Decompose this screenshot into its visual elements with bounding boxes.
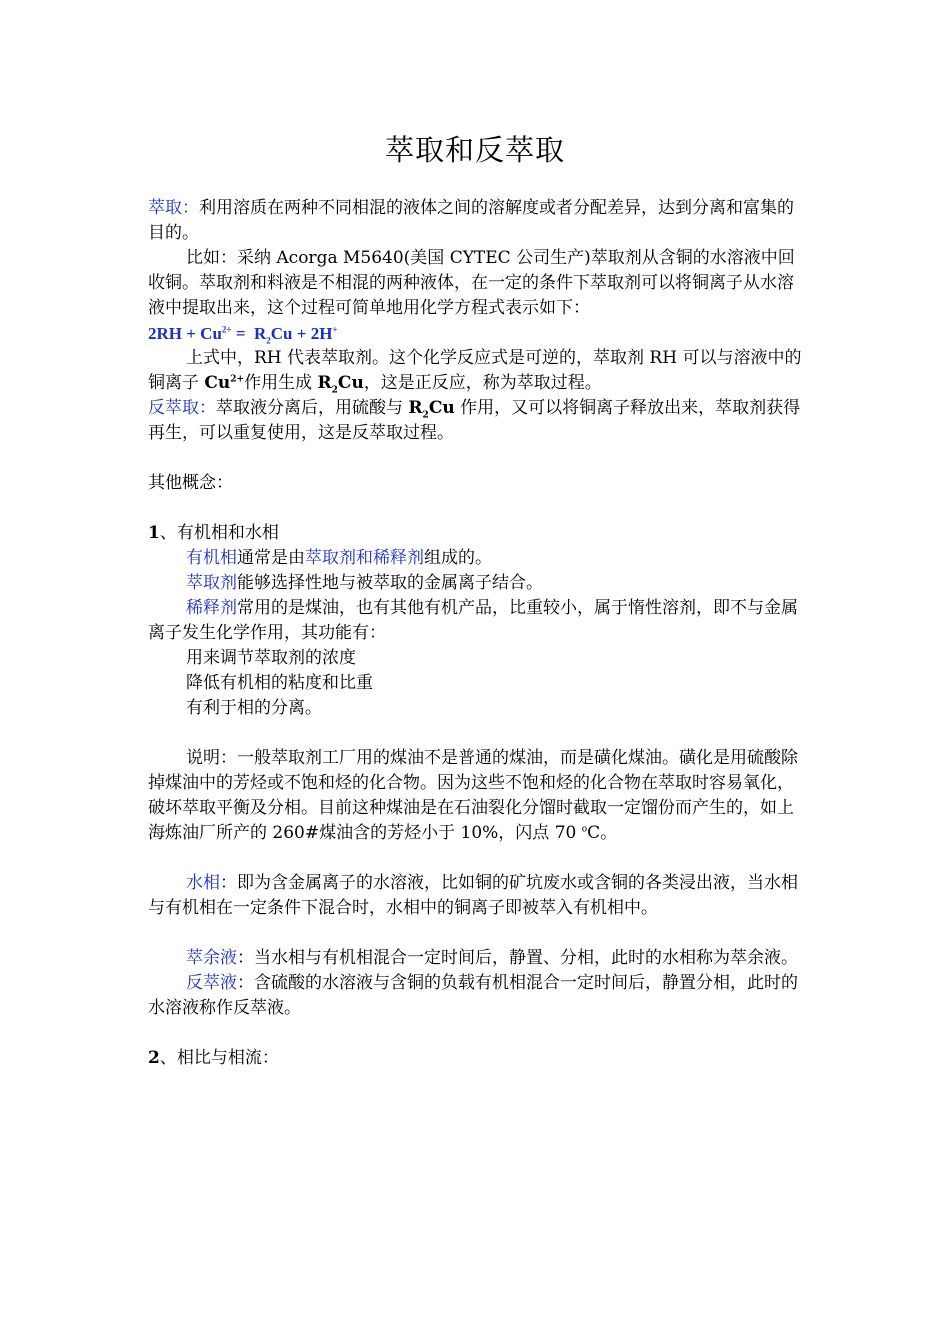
term-extraction: 萃取： [148, 198, 199, 218]
section-2-title: 、相比与相流： [159, 1048, 279, 1068]
p4-r: R [408, 398, 423, 418]
note-text-1: 说明：一般萃取剂工厂用的煤油不是普通的煤油，而是磺化煤油。磺化是用硫酸除掉煤油中的芳烃或不饱和烃的化合物。因为这些不饱和烃的化合物在萃取时容易氧化，破坏萃取平衡及分相。目前这种煤油是在石油裂化分馏时截取一定馏份而产生的，如上海炼油厂所产的 260#煤油含的芳烃小于 10%，闪点 70 [148, 748, 798, 843]
section-2-number: 2 [148, 1048, 160, 1068]
extraction-definition [148, 196, 806, 246]
extraction-text: 利用溶质在两种不同相混的液体之间的溶解度或者分配差异，达到分离和富集的目的。 [148, 198, 794, 243]
eq-left: 2RH + Cu [148, 324, 222, 343]
page-title: 萃取和反萃取 [384, 133, 565, 167]
note-paragraph [148, 746, 806, 846]
section-1-number: 1 [148, 523, 160, 543]
raffinate-text: ：当水相与有机相混合一定时间后，静置、分相，此时的水相称为萃余液。 [237, 948, 798, 968]
eq-sup-2: + [332, 324, 338, 335]
eq-r: R [254, 324, 267, 343]
term-strip-liquor: 反萃液 [186, 973, 237, 993]
degree-symbol: o [581, 824, 588, 835]
diluent-text: 常用的是煤油，也有其他有机产品，比重较小，属于惰性溶剂，即不与金属离子发生化学作用，其功能有： [148, 598, 798, 643]
term-organic-phase: 有机相 [186, 548, 237, 568]
term-diluent: 稀释剂 [186, 598, 237, 618]
p3-text-1: 上式中，RH 代表萃取剂。这个化学反应式是可逆的，萃取剂 RH 可以与溶液中的铜离子 [148, 348, 802, 393]
p3-r: R [317, 373, 332, 393]
p4-r-sub: 2 [422, 410, 429, 421]
water-phase-paragraph [148, 871, 806, 921]
equation-explanation [148, 346, 806, 396]
chemical-equation [148, 321, 806, 346]
term-water-phase: 水相 [186, 873, 220, 893]
extractant-paragraph [148, 571, 806, 596]
term-stripping: 反萃取： [148, 398, 216, 418]
p3-rcu: Cu [337, 373, 364, 393]
term-extractant-diluent: 萃取剂和稀释剂 [305, 548, 424, 568]
term-raffinate: 萃余液 [186, 948, 237, 968]
extractant-text: 能够选择性地与被萃取的金属离子结合。 [237, 573, 543, 593]
org-text-2: 组成的。 [424, 548, 492, 568]
p3-cu: Cu [204, 373, 231, 393]
strip-liquor-text: ：含硫酸的水溶液与含铜的负载有机相混合一定时间后，静置分相，此时的水溶液称作反萃液。 [148, 973, 798, 1018]
p4-rcu: Cu [428, 398, 455, 418]
example-paragraph: 比如：采纳 Acorga M5640(美国 CYTEC 公司生产)萃取剂从含铜的水溶液中回收铜。萃取剂和料液是不相混的两种液体，在一定的条件下萃取剂可以将铜离子从水溶液中提取出来，这个过程可简单地用化学方程式表示如下： [148, 248, 795, 318]
function-item: 用来调节萃取剂的浓度 [186, 648, 356, 668]
p3-cu-sup: 2+ [230, 374, 245, 385]
eq-sub: 2 [266, 335, 271, 346]
function-item: 降低有机相的粘度和比重 [186, 673, 373, 693]
section-2-heading [148, 1046, 806, 1071]
p4-text-1: 萃取液分离后，用硫酸与 [216, 398, 409, 418]
water-phase-text: ：即为含金属离子的水溶液，比如铜的矿坑废水或含铜的各类浸出液，当水相与有机相在一定条件下混合时，水相中的铜离子即被萃入有机相中。 [148, 873, 798, 918]
section-1-title: 、有机相和水相 [159, 523, 279, 543]
term-extractant: 萃取剂 [186, 573, 237, 593]
organic-phase-paragraph [148, 546, 806, 571]
p4-text-2: 作用，又可以将铜离子释放出来，萃取剂获得再生，可以重复使用，这是反萃取过程。 [148, 398, 801, 443]
diluent-paragraph [148, 596, 806, 646]
document-body [148, 196, 806, 1071]
stripping-definition [148, 396, 806, 446]
other-concepts-heading: 其他概念： [148, 473, 233, 493]
p3-text-2: 作用生成 [244, 373, 318, 393]
section-1-heading [148, 521, 806, 546]
eq-sup-1: 2+ [221, 324, 232, 335]
note-text-2: C。 [587, 823, 618, 843]
function-item: 有利于相的分离。 [186, 698, 322, 718]
eq-sign: = [231, 324, 250, 343]
strip-liquor-paragraph [148, 971, 806, 1021]
p3-r-sub: 2 [331, 385, 338, 396]
raffinate-paragraph [148, 946, 806, 971]
p3-text-3: ，这是正反应，称为萃取过程。 [363, 373, 602, 393]
eq-right: Cu + 2H [270, 324, 333, 343]
org-text-1: 通常是由 [237, 548, 305, 568]
